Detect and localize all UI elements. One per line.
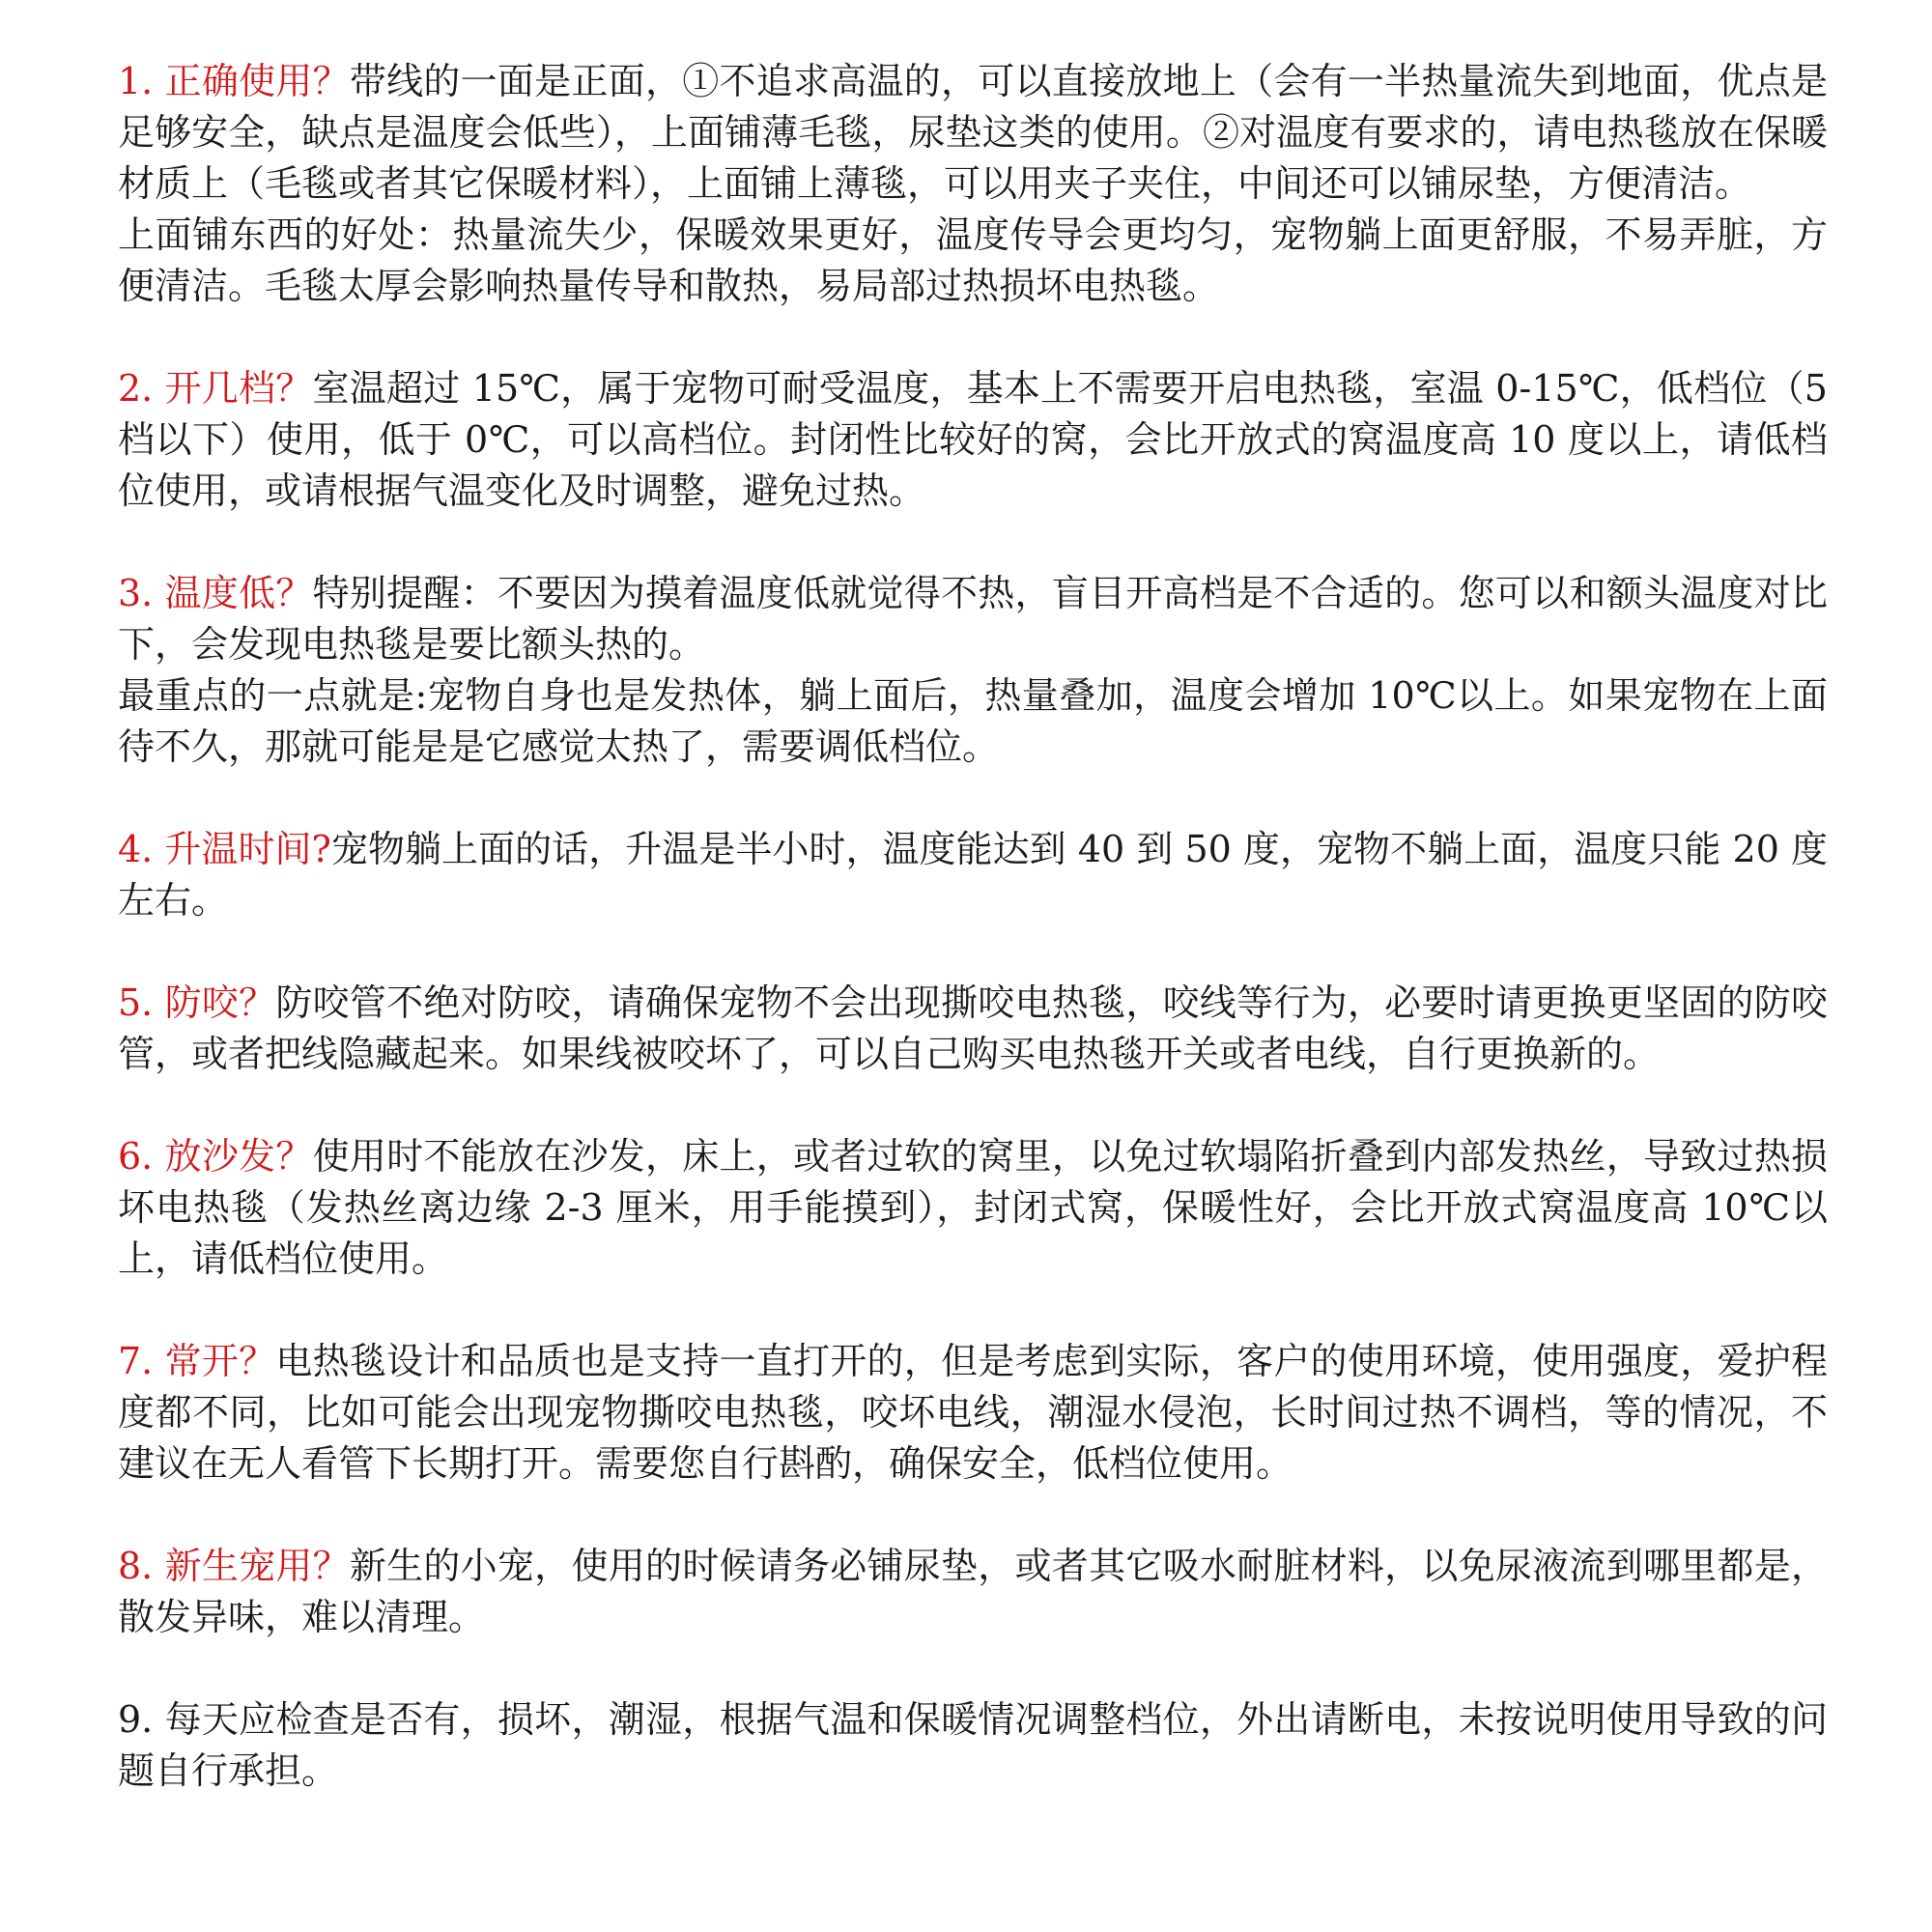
faq-item-1-text-1: 带线的一面是正面，①不追求高温的，可以直接放地上（会有一半热量流失到地面，优点是足够安全，缺点是温度会低些），上面铺薄毛毯，尿垫这类的使用。②对温度有要求的，请电热毯放在保暖材质上（毛毯或者其它保暖材料），上面铺上薄毯，可以用夹子夹住，中间还可以铺尿垫，方便清洁。 — [118, 60, 1828, 205]
faq-item-1-paragraph-1 — [118, 56, 1828, 210]
faq-item-8-label: 8. 新生宠用？ — [118, 1545, 350, 1587]
faq-item-3-text-2: 最重点的一点就是:宠物自身也是发热体，躺上面后，热量叠加，温度会增加 10℃以上。如果宠物在上面待不久，那就可能是是它感觉太热了，需要调低档位。 — [118, 674, 1828, 768]
faq-item-8-paragraph-1 — [118, 1541, 1828, 1643]
faq-item-1-label: 1. 正确使用？ — [118, 60, 350, 102]
faq-item-5 — [118, 978, 1828, 1080]
faq-item-3-paragraph-1 — [118, 568, 1828, 670]
faq-item-1-paragraph-2 — [118, 210, 1828, 312]
faq-item-4 — [118, 824, 1828, 926]
faq-item-2-label: 2. 开几档？ — [118, 367, 313, 410]
faq-item-4-paragraph-1 — [118, 824, 1828, 926]
faq-item-3-text-1: 特别提醒：不要因为摸着温度低就觉得不热，盲目开高档是不合适的。您可以和额头温度对比下，会发现电热毯是要比额头热的。 — [118, 572, 1828, 666]
faq-item-3-paragraph-2 — [118, 670, 1828, 773]
faq-item-9-paragraph-1 — [118, 1694, 1828, 1797]
faq-item-9 — [118, 1694, 1828, 1797]
faq-item-8 — [118, 1541, 1828, 1643]
faq-item-3 — [118, 568, 1828, 773]
faq-item-2-paragraph-1 — [118, 363, 1828, 517]
faq-item-5-paragraph-1 — [118, 978, 1828, 1080]
faq-item-9-label: 9. — [118, 1698, 165, 1741]
faq-item-2-text-1: 室温超过 15℃，属于宠物可耐受温度，基本上不需要开启电热毯，室温 0-15℃，低档位（5 档以下）使用，低于 0℃，可以高档位。封闭性比较好的窝，会比开放式的窝温度高 10 度以上，请低档位使用，或请根据气温变化及时调整，避免过热。 — [118, 367, 1828, 512]
faq-item-1 — [118, 56, 1828, 312]
faq-item-9-text-1: 每天应检查是否有，损坏，潮湿，根据气温和保暖情况调整档位，外出请断电，未按说明使用导致的问题自行承担。 — [118, 1698, 1828, 1792]
faq-item-1-text-2: 上面铺东西的好处：热量流失少，保暖效果更好，温度传导会更均匀，宠物躺上面更舒服，不易弄脏，方便清洁。毛毯太厚会影响热量传导和散热，易局部过热损坏电热毯。 — [118, 213, 1828, 307]
faq-item-7 — [118, 1336, 1828, 1490]
instructions-document — [118, 56, 1828, 1797]
faq-item-6 — [118, 1131, 1828, 1285]
faq-item-6-label: 6. 放沙发？ — [118, 1135, 313, 1178]
faq-item-5-text-1: 防咬管不绝对防咬，请确保宠物不会出现撕咬电热毯，咬线等行为，必要时请更换更坚固的防咬管，或者把线隐藏起来。如果线被咬坏了，可以自己购买电热毯开关或者电线，自行更换新的。 — [118, 981, 1828, 1075]
faq-item-6-paragraph-1 — [118, 1131, 1828, 1285]
faq-item-7-text-1: 电热毯设计和品质也是支持一直打开的，但是考虑到实际，客户的使用环境，使用强度，爱护程度都不同，比如可能会出现宠物撕咬电热毯，咬坏电线，潮湿水侵泡，长时间过热不调档，等的情况，不建议在无人看管下长期打开。需要您自行斟酌，确保安全，低档位使用。 — [118, 1340, 1828, 1485]
faq-item-4-label: 4. 升温时间? — [118, 828, 331, 870]
faq-item-2 — [118, 363, 1828, 517]
faq-item-3-label: 3. 温度低？ — [118, 572, 313, 614]
faq-item-7-paragraph-1 — [118, 1336, 1828, 1490]
faq-item-8-text-1: 新生的小宠，使用的时候请务必铺尿垫，或者其它吸水耐脏材料，以免尿液流到哪里都是，散发异味，难以清理。 — [118, 1545, 1828, 1638]
faq-item-5-label: 5. 防咬？ — [118, 981, 276, 1024]
faq-item-6-text-1: 使用时不能放在沙发，床上，或者过软的窝里，以免过软塌陷折叠到内部发热丝，导致过热损坏电热毯（发热丝离边缘 2-3 厘米，用手能摸到），封闭式窝，保暖性好，会比开放式窝温度高 10℃以上，请低档位使用。 — [118, 1135, 1828, 1280]
faq-item-7-label: 7. 常开？ — [118, 1340, 276, 1382]
faq-item-4-text-1: 宠物躺上面的话，升温是半小时，温度能达到 40 到 50 度，宠物不躺上面，温度只能 20 度左右。 — [118, 828, 1828, 922]
